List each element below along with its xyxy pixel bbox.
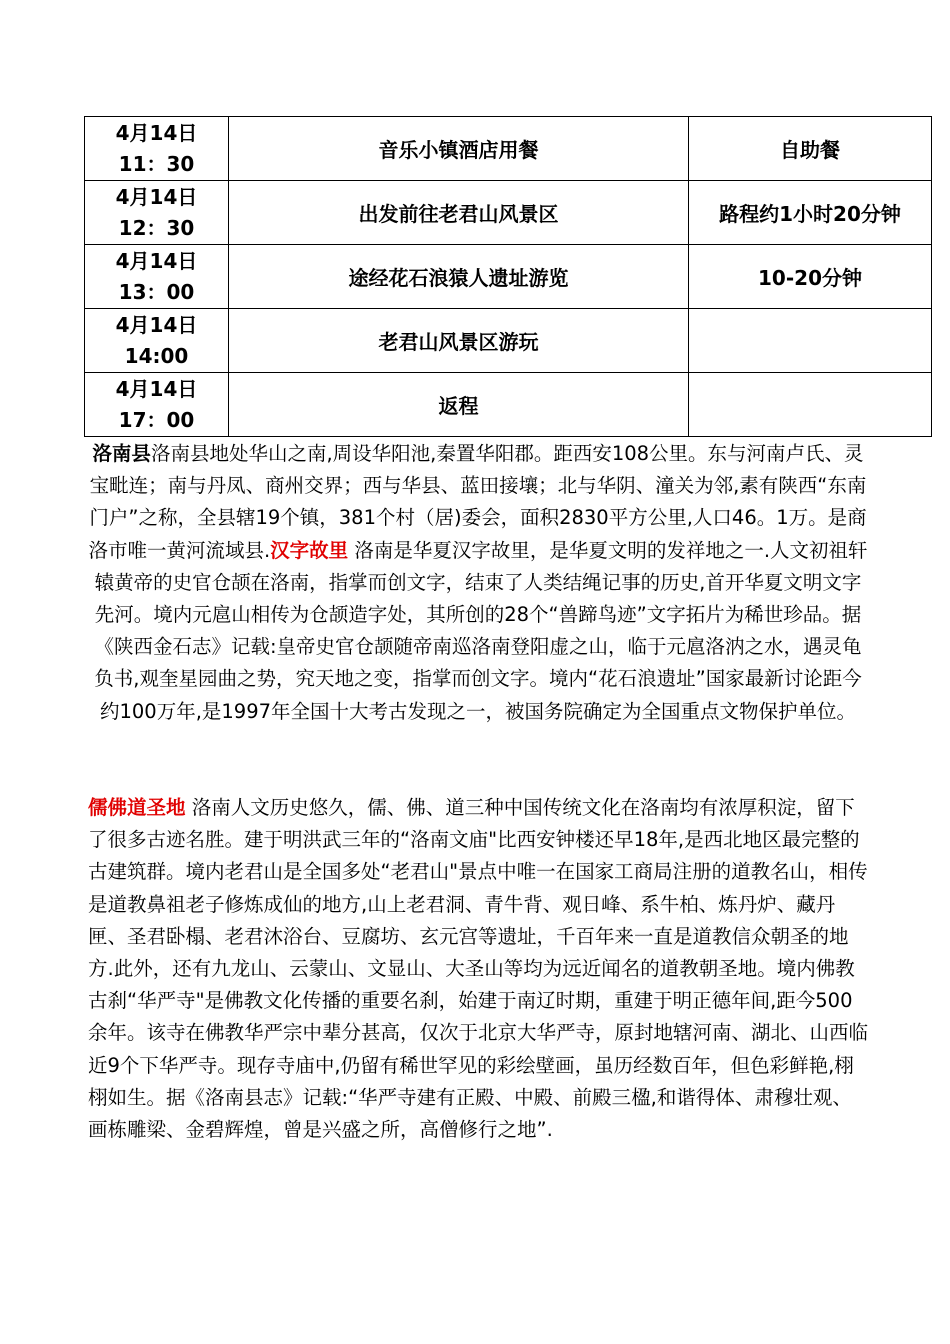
date-text: 4月14日 — [115, 312, 198, 337]
date-text: 4月14日 — [115, 120, 198, 145]
date-text: 4月14日 — [115, 376, 198, 401]
date-text: 4月14日 — [115, 248, 198, 273]
time-text: 14:00 — [124, 343, 189, 368]
table-row — [85, 117, 932, 181]
note-cell: 自助餐 — [689, 117, 932, 181]
time-text: 17：00 — [118, 407, 195, 432]
date-text: 4月14日 — [115, 184, 198, 209]
note-cell — [689, 373, 932, 437]
time-text: 11：30 — [118, 151, 195, 176]
hanzi-heading: 汉字故里 — [270, 538, 349, 562]
datetime-cell — [85, 117, 229, 181]
datetime-cell — [85, 309, 229, 373]
table-row — [85, 373, 932, 437]
datetime-cell — [85, 373, 229, 437]
note-cell: 10-20分钟 — [689, 245, 932, 309]
activity-cell: 出发前往老君山风景区 — [229, 181, 689, 245]
luonan-heading: 洛南县 — [92, 442, 151, 465]
time-text: 12：30 — [118, 215, 195, 240]
hanzi-text: 洛南是华夏汉字故里，是华夏文明的发祥地之一.人文初祖轩辕黄帝的史官仓颉在洛南，指掌而创文字，结束了人类结绳记事的历史,首开华夏文明文字先河。境内元扈山相传为仓颉造字处，其所创的28个“兽蹄鸟迹”文字拓片为稀世珍品。据《陕西金石志》记载:皇帝史官仓颉随帝南巡洛南登阳虚之山，临于元扈洛汭之水，遇灵龟负书,观奎星园曲之势，究天地之变，指掌而创文字。境内“花石浪遗址”国家最新讨论距今约100万年,是1997年全国十大考古发现之一，被国务院确定为全国重点文物保护单位。 — [94, 538, 868, 723]
activity-cell: 途经花石浪猿人遗址游览 — [229, 245, 689, 309]
luonan-paragraph — [88, 438, 868, 728]
activity-cell: 老君山风景区游玩 — [229, 309, 689, 373]
time-text: 13：00 — [118, 279, 195, 304]
table-row — [85, 309, 932, 373]
activity-cell: 音乐小镇酒店用餐 — [229, 117, 689, 181]
luonan-text: 洛南县地处华山之南,周设华阳池,秦置华阳郡。距西安108公里。东与河南卢氏、灵宝毗连；南与丹凤、商州交界；西与华县、蓝田接壤；北与华阴、潼关为邻,素有陕西“东南门户”之称，全县辖19个镇，381个村（居)委会，面积2830平方公里,人口46。1万。是商洛市唯一黄河流域县. — [88, 442, 867, 562]
activity-cell: 返程 — [229, 373, 689, 437]
note-cell — [689, 309, 932, 373]
rufodao-text: 洛南人文历史悠久，儒、佛、道三种中国传统文化在洛南均有浓厚积淀，留下了很多古迹名胜。建于明洪武三年的“洛南文庙"比西安钟楼还早18年,是西北地区最完整的古建筑群。境内老君山是全国多处“老君山"景点中唯一在国家工商局注册的道教名山，相传是道教鼻祖老子修炼成仙的地方,山上老君洞、青牛背、观日峰、系牛柏、炼丹炉、藏丹匣、圣君卧榻、老君沐浴台、豆腐坊、玄元宫等遗址，千百年来一直是道教信众朝圣的地方.此外，还有九龙山、云蒙山、文显山、大圣山等均为远近闻名的道教朝圣地。境内佛教古刹“华严寺"是佛教文化传播的重要名刹，始建于南辽时期，重建于明正德年间,距今500余年。该寺在佛教华严宗中辈分甚高，仅次于北京大华严寺，原封地辖河南、湖北、山西临近9个下华严寺。现存寺庙中,仍留有稀世罕见的彩绘壁画，虽历经数百年，但色彩鲜艳,栩栩如生。据《洛南县志》记载:“华严寺建有正殿、中殿、前殿三楹,和谐得体、肃穆壮观、画栋雕梁、金碧辉煌，曾是兴盛之所，高僧修行之地”. — [88, 796, 869, 1142]
schedule-table — [84, 116, 932, 437]
table-row — [85, 245, 932, 309]
note-cell: 路程约1小时20分钟 — [689, 181, 932, 245]
rufodao-heading: 儒佛道圣地 — [88, 796, 186, 819]
table-row — [85, 181, 932, 245]
datetime-cell — [85, 245, 229, 309]
rufodao-paragraph — [88, 792, 868, 1146]
datetime-cell — [85, 181, 229, 245]
